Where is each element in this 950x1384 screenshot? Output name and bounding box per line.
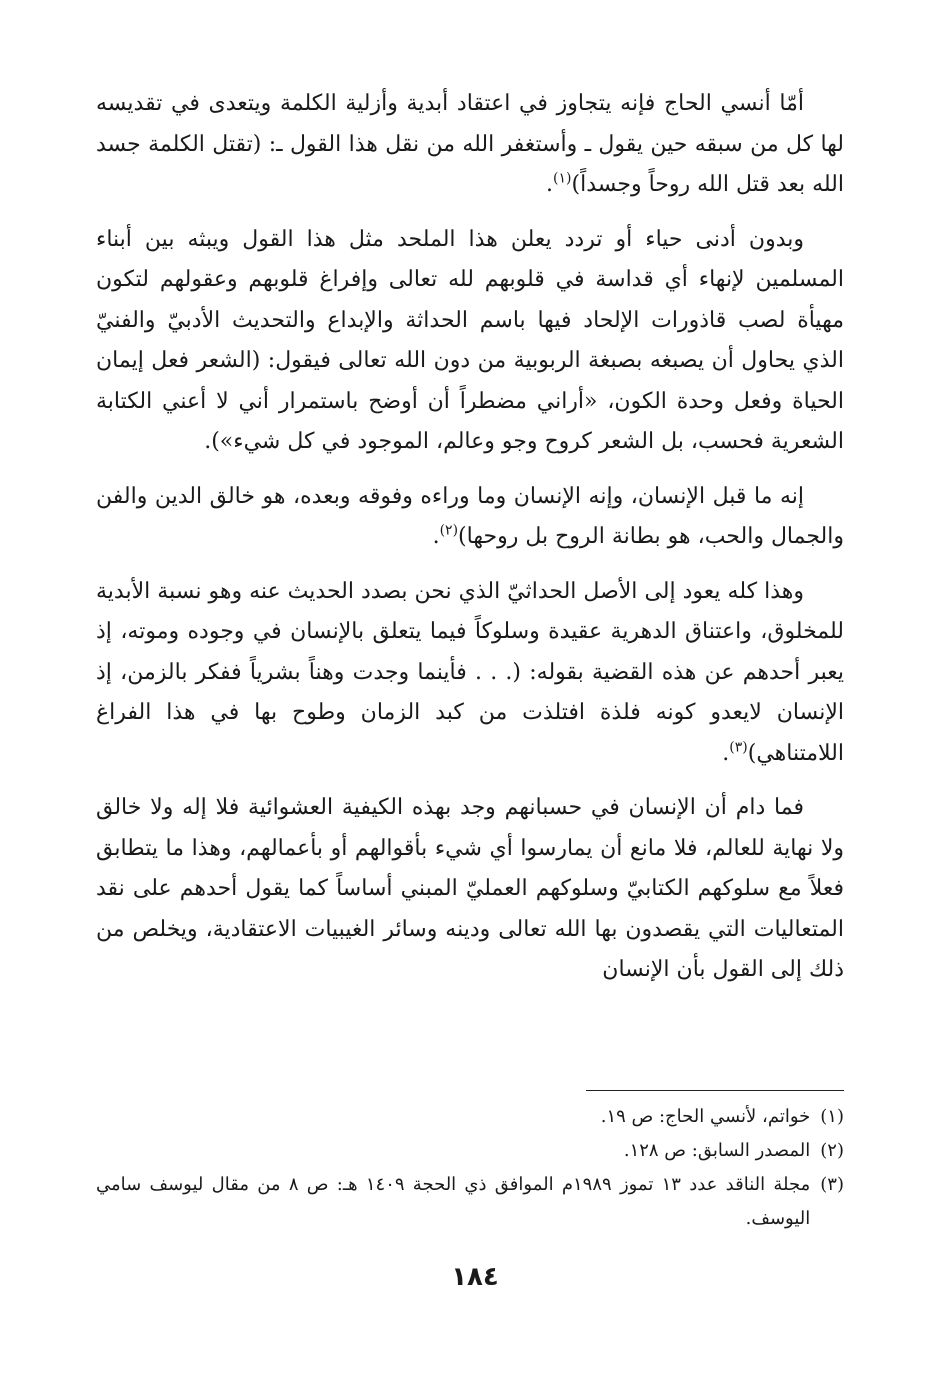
paragraph-text: وبدون أدنى حياء أو تردد يعلن هذا الملحد مثل هذا القول ويبثه بين أبناء المسلمين لإنهاء أي قداسة في قلوبهم لله تعالى وإفراغ قلوبهم وعقولهم لتكون مهيأة لصب قاذورات الإلحاد فيها باسم الحداثة والإبداع والتحديث الأدبيّ والفنيّ الذي يحاول أن يصبغه بصبغة الربوبية من دون الله تعالى فيقول: (الشعر فعل إيمان الحياة وفعل وحدة الكون، «أراني مضطراً أن أوضح باستمرار أني لا أعني الكتابة الشعرية فحسب، بل الشعر كروح وجو وعالم، الموجود في كل شيء»). [96, 226, 844, 454]
footnote-number: (١) [820, 1106, 844, 1127]
footnote-3 [96, 1168, 844, 1236]
paragraph-5 [96, 788, 844, 991]
paragraph-3: إنه ما قبل الإنسان، وإنه الإنسان وما وراءه وفوقه وبعده، هو خالق الدين والفن والجمال والحب، هو بطانة الروح بل روحها)$^{(٢)}$. [96, 483, 844, 549]
footnote-1 [96, 1100, 844, 1134]
paragraph-text: إنه ما قبل الإنسان، وإنه الإنسان وما وراءه وفوقه وبعده، هو خالق الدين والفن والجمال والحب، هو بطانة الروح بل روحها) [96, 483, 844, 549]
footnote-2 [96, 1134, 844, 1168]
footnote-number: (٢) [820, 1140, 844, 1161]
footnote-ref-3[interactable]: (٣) [729, 739, 748, 756]
footnote-number: (٣) [820, 1174, 844, 1195]
footnote-text: مجلة الناقد عدد ١٣ تموز ١٩٨٩م الموافق ذي الحجة ١٤٠٩ هـ: ص ٨ من مقال ليوسف سامي اليوسف. [96, 1174, 811, 1229]
paragraph-text: فما دام أن الإنسان في حسبانهم وجد بهذه الكيفية العشوائية فلا إله ولا خالق ولا نهاية للعالم، فلا مانع أن يمارسوا أي شيء بأقوالهم أو بأعمالهم، وهذا ما يتطابق فعلاً مع سلوكهم الكتابيّ وسلوكهم العمليّ المبني أساساً كما يقول أحدهم على نقد المتعاليات التي يقصدون بها الله تعالى ودينه وسائر الغيبيات الاعتقادية، ويخلص من ذلك إلى القول بأن الإنسان [96, 795, 844, 982]
footnotes [96, 1100, 844, 1236]
paragraph-2 [96, 220, 844, 463]
paragraph-1: أمّا أنسي الحاج فإنه يتجاوز في اعتقاد أبدية وأزلية الكلمة ويتعدى في تقديسه لها كل من سبقه حين يقول ـ وأستغفر الله من نقل هذا القول ـ: (تقتل الكلمة جسد الله بعد قتل الله روحاً وجسداً)$^{(١)}$. [96, 91, 844, 197]
footnote-ref-1[interactable]: (١) [553, 170, 572, 187]
paragraph-text: أمّا أنسي الحاج فإنه يتجاوز في اعتقاد أبدية وأزلية الكلمة ويتعدى في تقديسه لها كل من سبقه حين يقول ـ وأستغفر الله من نقل هذا القول ـ: (تقتل الكلمة جسد الله بعد قتل الله روحاً وجسداً) [96, 91, 844, 197]
footnote-text: خواتم، لأنسي الحاج: ص ١٩. [600, 1106, 811, 1127]
footnote-text: المصدر السابق: ص ١٢٨. [623, 1140, 811, 1161]
footnote-ref-2[interactable]: (٢) [439, 522, 459, 539]
page-body [96, 84, 844, 1005]
paragraph-4: وهذا كله يعود إلى الأصل الحداثيّ الذي نحن بصدد الحديث عنه وهو نسبة الأبدية للمخلوق، واعتناق الدهرية عقيدة وسلوكاً فيما يتعلق بالإنسان في وجوده وموته، إذ يعبر أحدهم عن هذه القضية بقوله: (. . . فأينما وجدت وهناً بشرياً ففكر بالزمن، إذ الإنسان لايعدو كونه فلذة افتلذت من كبد الزمان وطوح بها في هذا الفراغ اللامتناهي)$^{(٣)}$. [96, 578, 844, 766]
footnote-divider [586, 1090, 844, 1091]
page-number: ١٨٤ [451, 1262, 499, 1292]
paragraph-text: وهذا كله يعود إلى الأصل الحداثيّ الذي نحن بصدد الحديث عنه وهو نسبة الأبدية للمخلوق، واعتناق الدهرية عقيدة وسلوكاً فيما يتعلق بالإنسان في وجوده وموته، إذ يعبر أحدهم عن هذه القضية بقوله: (. . . فأينما وجدت وهناً بشرياً ففكر بالزمن، إذ الإنسان لايعدو كونه فلذة افتلذت من كبد الزمان وطوح بها في هذا الفراغ اللامتناهي) [96, 578, 844, 766]
